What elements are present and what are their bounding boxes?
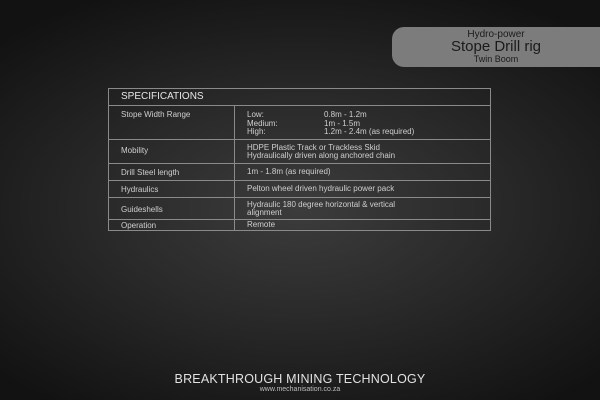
- spec-value: [247, 144, 482, 161]
- spec-label: Stope Width Range: [121, 110, 191, 119]
- spec-value-line: alignment: [247, 208, 282, 218]
- product-title: Stope Drill rig: [450, 38, 542, 55]
- spec-row-mobility: [109, 140, 490, 164]
- spec-label: Mobility: [121, 146, 149, 155]
- spec-row-hydraulics: [109, 181, 490, 198]
- spec-label: Hydraulics: [121, 185, 159, 194]
- specifications-table: [108, 88, 491, 231]
- spec-value-line: Hydraulically driven along anchored chain: [247, 151, 396, 161]
- product-kicker: Hydro-power: [467, 29, 525, 40]
- range-key: High:: [247, 127, 266, 136]
- range-key: Medium:: [247, 118, 278, 128]
- range-value: 0.8m - 1.2m: [324, 110, 367, 119]
- range-value: 1.2m - 2.4m (as required): [324, 127, 415, 136]
- company-name: BREAKTHROUGH MINING TECHNOLOGY: [174, 372, 426, 386]
- spec-row-guideshells: [109, 198, 490, 220]
- spec-row-operation: [109, 220, 490, 232]
- spec-label: Operation: [121, 221, 157, 230]
- spec-value: 1m - 1.8m (as required): [247, 167, 331, 176]
- range-key: Low:: [247, 110, 264, 119]
- spec-label: Guideshells: [121, 205, 163, 214]
- specifications-heading: SPECIFICATIONS: [109, 89, 490, 106]
- spec-value: Remote: [247, 220, 276, 229]
- spec-row-drill-steel: [109, 164, 490, 181]
- spec-value-ranges: [247, 111, 482, 137]
- spec-value: [247, 201, 482, 218]
- range-value: 1m - 1.5m: [324, 118, 361, 128]
- product-subtitle: Twin Boom: [473, 54, 519, 64]
- range-high: [247, 128, 482, 137]
- spec-label: Drill Steel length: [121, 168, 180, 177]
- spec-value-line: HDPE Plastic Track or Trackless Skid: [247, 143, 380, 152]
- spec-row-stope-width: [109, 106, 490, 140]
- spec-value-line: Hydraulic 180 degree horizontal & vertical: [247, 200, 396, 209]
- title-badge: [392, 27, 600, 67]
- range-low: [247, 111, 482, 120]
- website-url: www.mechanisation.co.za: [259, 386, 341, 393]
- spec-value: Pelton wheel driven hydraulic power pack: [247, 184, 395, 193]
